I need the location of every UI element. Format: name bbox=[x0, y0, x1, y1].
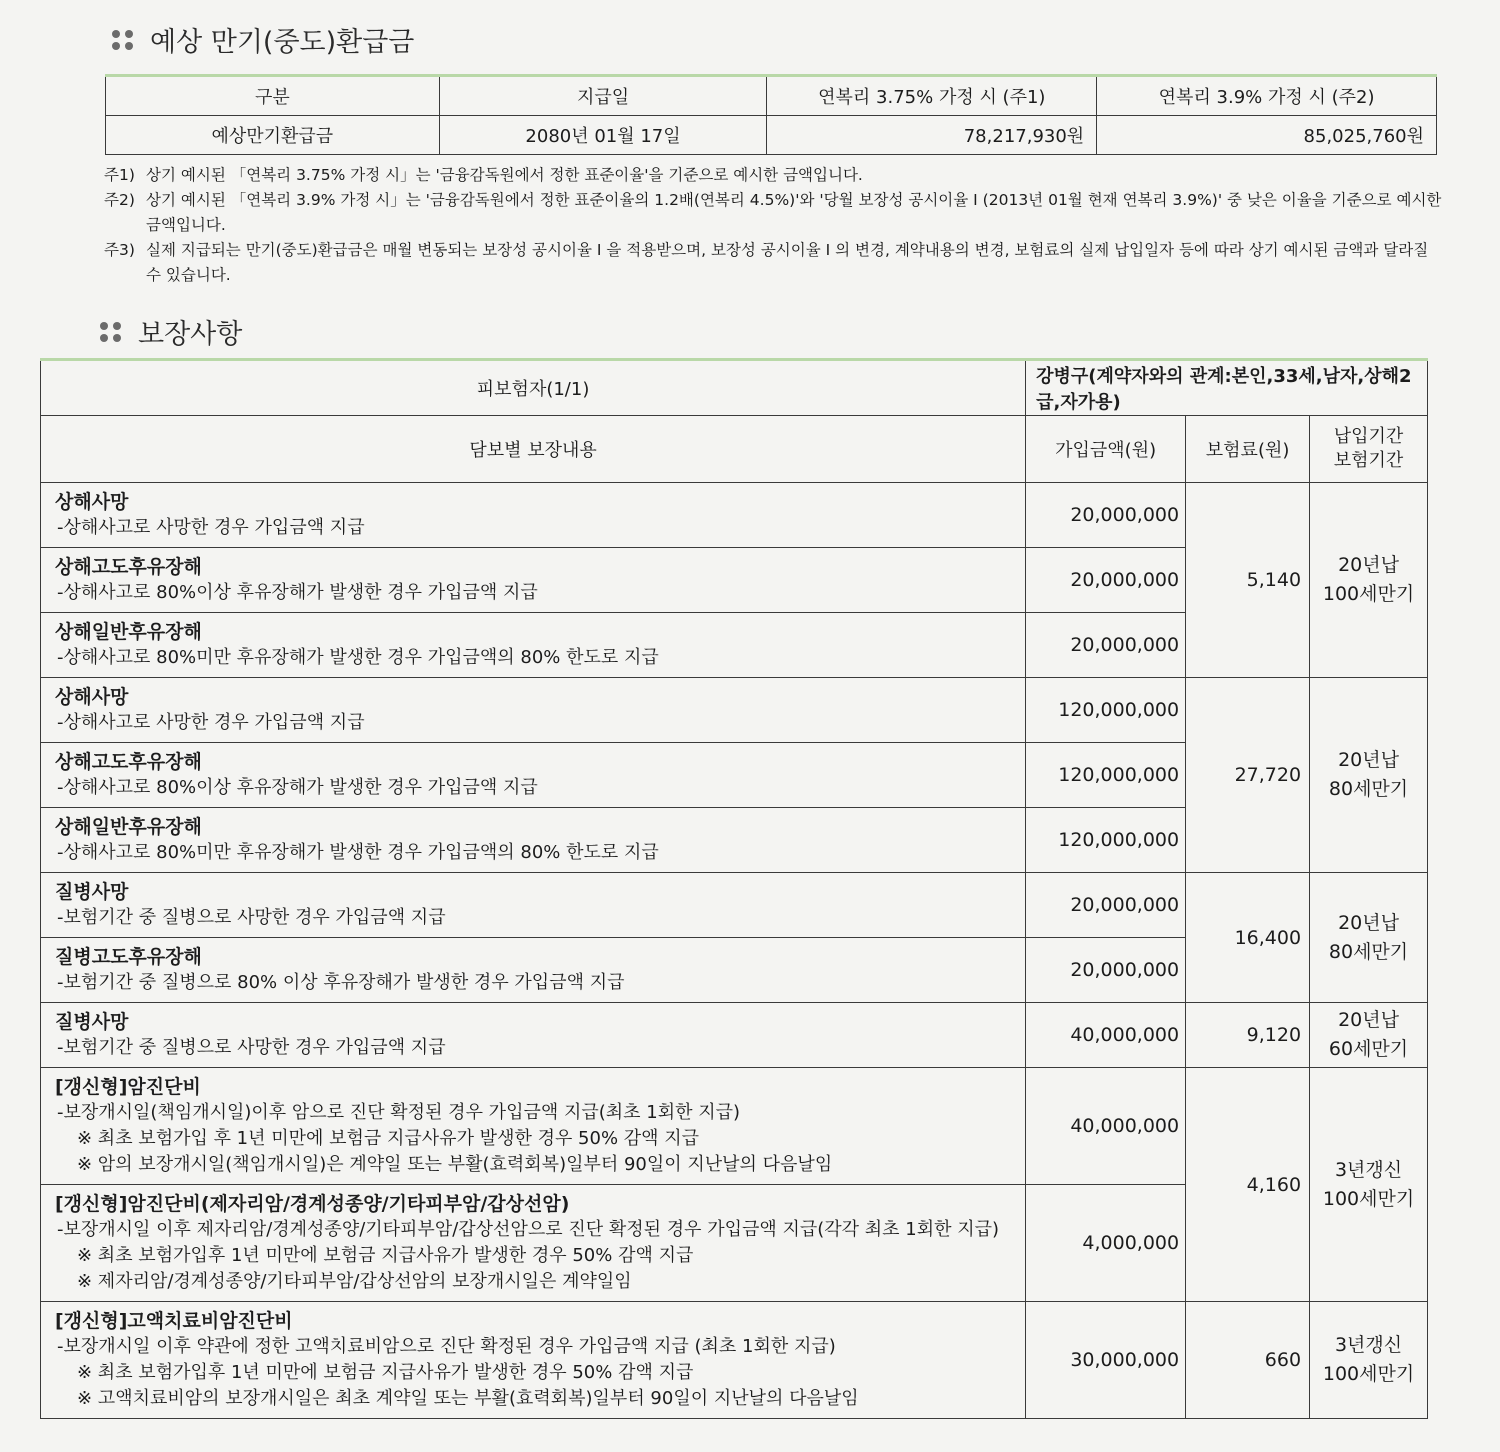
coverage-name: [갱신형]암진단비 bbox=[55, 1076, 201, 1098]
header-content: 담보별 보장내용 bbox=[41, 416, 1026, 483]
coverage-desc: -보험기간 중 질병으로 사망한 경우 가입금액 지급 bbox=[57, 1037, 446, 1058]
coverage-item bbox=[41, 678, 1026, 743]
coverage-amount: 20,000,000 bbox=[1026, 938, 1186, 1003]
coverage-note: ※ 제자리암/경계성종양/기타피부암/갑상선암의 보장개시일은 계약일임 bbox=[77, 1271, 632, 1292]
coverage-desc: -상해사고로 80%이상 후유장해가 발생한 경우 가입금액 지급 bbox=[57, 777, 538, 798]
group-premium: 660 bbox=[1186, 1302, 1310, 1419]
coverage-section-title: 보장사항 bbox=[100, 312, 242, 351]
payment-period: 3년갱신 bbox=[1334, 1158, 1403, 1181]
refund-row-label: 예상만기환급금 bbox=[106, 116, 440, 155]
group-premium: 27,720 bbox=[1186, 678, 1310, 873]
coverage-amount: 30,000,000 bbox=[1026, 1302, 1186, 1419]
header-amount: 가입금액(원) bbox=[1026, 416, 1186, 483]
coverage-desc: -상해사고로 80%이상 후유장해가 발생한 경우 가입금액 지급 bbox=[57, 582, 538, 603]
header-term: 납입기간 보험기간 bbox=[1310, 416, 1428, 483]
coverage-item bbox=[41, 743, 1026, 808]
refund-header-category: 구분 bbox=[106, 76, 440, 116]
insured-label: 피보험자(1/1) bbox=[41, 360, 1026, 416]
payment-period: 20년납 bbox=[1338, 749, 1399, 771]
coverage-name: [갱신형]고액치료비암진단비 bbox=[55, 1310, 293, 1332]
coverage-name: [갱신형]암진단비(제자리암/경계성종양/기타피부암/갑상선암) bbox=[55, 1193, 570, 1215]
coverage-amount: 40,000,000 bbox=[1026, 1003, 1186, 1068]
group-premium: 5,140 bbox=[1186, 483, 1310, 678]
refund-row-amount2: 85,025,760원 bbox=[1097, 116, 1437, 155]
coverage-name: 질병사망 bbox=[55, 881, 129, 903]
coverage-item bbox=[41, 938, 1026, 1003]
coverage-amount: 20,000,000 bbox=[1026, 873, 1186, 938]
coverage-period: 100세만기 bbox=[1322, 1363, 1415, 1385]
coverage-row bbox=[41, 483, 1428, 548]
group-premium: 4,160 bbox=[1186, 1068, 1310, 1302]
coverage-table bbox=[40, 358, 1428, 1419]
refund-header-rate2: 연복리 3.9% 가정 시 (주2) bbox=[1097, 76, 1437, 116]
coverage-row bbox=[41, 873, 1428, 938]
bullet-dots-icon bbox=[100, 322, 122, 342]
coverage-item bbox=[41, 873, 1026, 938]
coverage-row bbox=[41, 678, 1428, 743]
coverage-name: 상해일반후유장해 bbox=[55, 816, 202, 838]
coverage-desc: -상해사고로 80%미만 후유장해가 발생한 경우 가입금액의 80% 한도로 지급 bbox=[57, 647, 659, 668]
coverage-note: ※ 고액치료비암의 보장개시일은 최초 계약일 또는 부활(효력회복)일부터 90일이 지난날의 다음날임 bbox=[77, 1388, 859, 1409]
group-term bbox=[1310, 1003, 1428, 1068]
coverage-desc: -상해사고로 사망한 경우 가입금액 지급 bbox=[57, 517, 365, 538]
coverage-desc: -상해사고로 80%미만 후유장해가 발생한 경우 가입금액의 80% 한도로 지급 bbox=[57, 842, 659, 863]
refund-header-date: 지급일 bbox=[439, 76, 767, 116]
coverage-note: ※ 암의 보장개시일(책임개시일)은 계약일 또는 부활(효력회복)일부터 90일이 지난날의 다음날임 bbox=[77, 1154, 833, 1175]
refund-row-date: 2080년 01월 17일 bbox=[439, 116, 767, 155]
footnote-2: 주2) 상기 예시된 「연복리 3.9% 가정 시」는 '금융감독원에서 정한 표준이율의 1.2배(연복리 4.5%)'와 '당월 보장성 공시이율 I (2013년 01월 현재 연복리 3.9%)' 중 낮은 이율을 기준으로 예시한 금액입니다. bbox=[104, 191, 1442, 234]
coverage-name: 상해사망 bbox=[55, 686, 129, 708]
group-term bbox=[1310, 1302, 1428, 1419]
coverage-note: ※ 최초 보험가입 후 1년 미만에 보험금 지급사유가 발생한 경우 50% 감액 지급 bbox=[77, 1128, 700, 1149]
coverage-item bbox=[41, 613, 1026, 678]
footnotes bbox=[104, 163, 1444, 288]
coverage-period: 60세만기 bbox=[1328, 1038, 1409, 1060]
footnote-1: 주1) 상기 예시된 「연복리 3.75% 가정 시」는 '금융감독원에서 정한 표준이율'을 기준으로 예시한 금액입니다. bbox=[104, 166, 863, 184]
coverage-name: 질병사망 bbox=[55, 1011, 129, 1033]
coverage-period: 100세만기 bbox=[1322, 583, 1415, 605]
payment-period: 20년납 bbox=[1338, 1009, 1399, 1031]
coverage-name: 상해일반후유장해 bbox=[55, 621, 202, 643]
coverage-period: 80세만기 bbox=[1328, 778, 1409, 800]
refund-row-amount1: 78,217,930원 bbox=[767, 116, 1097, 155]
coverage-row bbox=[41, 1302, 1428, 1419]
refund-header-row bbox=[106, 76, 1437, 116]
refund-section-title: 예상 만기(중도)환급금 bbox=[112, 20, 414, 59]
coverage-desc: -상해사고로 사망한 경우 가입금액 지급 bbox=[57, 712, 365, 733]
refund-table bbox=[105, 74, 1437, 155]
coverage-amount: 4,000,000 bbox=[1026, 1185, 1186, 1302]
coverage-item bbox=[41, 808, 1026, 873]
coverage-header-row bbox=[41, 416, 1428, 483]
coverage-name: 상해고도후유장해 bbox=[55, 556, 202, 578]
coverage-item bbox=[41, 483, 1026, 548]
refund-row bbox=[106, 116, 1437, 155]
coverage-amount: 20,000,000 bbox=[1026, 483, 1186, 548]
header-premium: 보험료(원) bbox=[1186, 416, 1310, 483]
coverage-amount: 40,000,000 bbox=[1026, 1068, 1186, 1185]
coverage-name: 상해사망 bbox=[55, 491, 129, 513]
coverage-item bbox=[41, 1302, 1026, 1419]
payment-period: 20년납 bbox=[1338, 554, 1399, 576]
coverage-desc: -보험기간 중 질병으로 사망한 경우 가입금액 지급 bbox=[57, 907, 446, 928]
coverage-amount: 120,000,000 bbox=[1026, 808, 1186, 873]
payment-period: 20년납 bbox=[1338, 911, 1399, 934]
footnote-3: 주3) 실제 지급되는 만기(중도)환급금은 매월 변동되는 보장성 공시이율 I 을 적용받으며, 보장성 공시이율 I 의 변경, 계약내용의 변경, 보험료의 실제 납입일자 등에 따라 상기 예시된 금액과 달라질 수 있습니다. bbox=[104, 241, 1429, 284]
coverage-note: ※ 최초 보험가입후 1년 미만에 보험금 지급사유가 발생한 경우 50% 감액 지급 bbox=[77, 1362, 694, 1383]
group-premium: 9,120 bbox=[1186, 1003, 1310, 1068]
refund-header-rate1: 연복리 3.75% 가정 시 (주1) bbox=[767, 76, 1097, 116]
coverage-row bbox=[41, 1068, 1428, 1185]
coverage-row bbox=[41, 1003, 1428, 1068]
coverage-amount: 20,000,000 bbox=[1026, 548, 1186, 613]
insured-value: 강병구(계약자와의 관계:본인,33세,남자,상해2급,자가용) bbox=[1026, 360, 1428, 416]
group-term bbox=[1310, 1068, 1428, 1302]
group-term bbox=[1310, 873, 1428, 1003]
insured-row bbox=[41, 360, 1428, 416]
coverage-amount: 120,000,000 bbox=[1026, 743, 1186, 808]
coverage-item bbox=[41, 1068, 1026, 1185]
coverage-period: 80세만기 bbox=[1328, 940, 1409, 963]
coverage-item bbox=[41, 1185, 1026, 1302]
coverage-name: 질병고도후유장해 bbox=[55, 946, 202, 968]
coverage-desc: -보장개시일 이후 제자리암/경계성종양/기타피부암/갑상선암으로 진단 확정된 경우 가입금액 지급(각각 최초 1회한 지급) bbox=[57, 1219, 1000, 1240]
group-term bbox=[1310, 678, 1428, 873]
payment-period: 3년갱신 bbox=[1334, 1334, 1403, 1356]
coverage-amount: 120,000,000 bbox=[1026, 678, 1186, 743]
coverage-desc: -보험기간 중 질병으로 80% 이상 후유장해가 발생한 경우 가입금액 지급 bbox=[57, 972, 625, 993]
bullet-dots-icon bbox=[112, 30, 134, 50]
group-premium: 16,400 bbox=[1186, 873, 1310, 1003]
coverage-name: 상해고도후유장해 bbox=[55, 751, 202, 773]
coverage-item bbox=[41, 548, 1026, 613]
coverage-period: 100세만기 bbox=[1322, 1187, 1415, 1210]
coverage-item bbox=[41, 1003, 1026, 1068]
coverage-note: ※ 최초 보험가입후 1년 미만에 보험금 지급사유가 발생한 경우 50% 감액 지급 bbox=[77, 1245, 694, 1266]
coverage-desc: -보장개시일 이후 약관에 정한 고액치료비암으로 진단 확정된 경우 가입금액 지급 (최초 1회한 지급) bbox=[57, 1336, 836, 1357]
coverage-desc: -보장개시일(책임개시일)이후 암으로 진단 확정된 경우 가입금액 지급(최초 1회한 지급) bbox=[57, 1102, 740, 1123]
group-term bbox=[1310, 483, 1428, 678]
coverage-amount: 20,000,000 bbox=[1026, 613, 1186, 678]
